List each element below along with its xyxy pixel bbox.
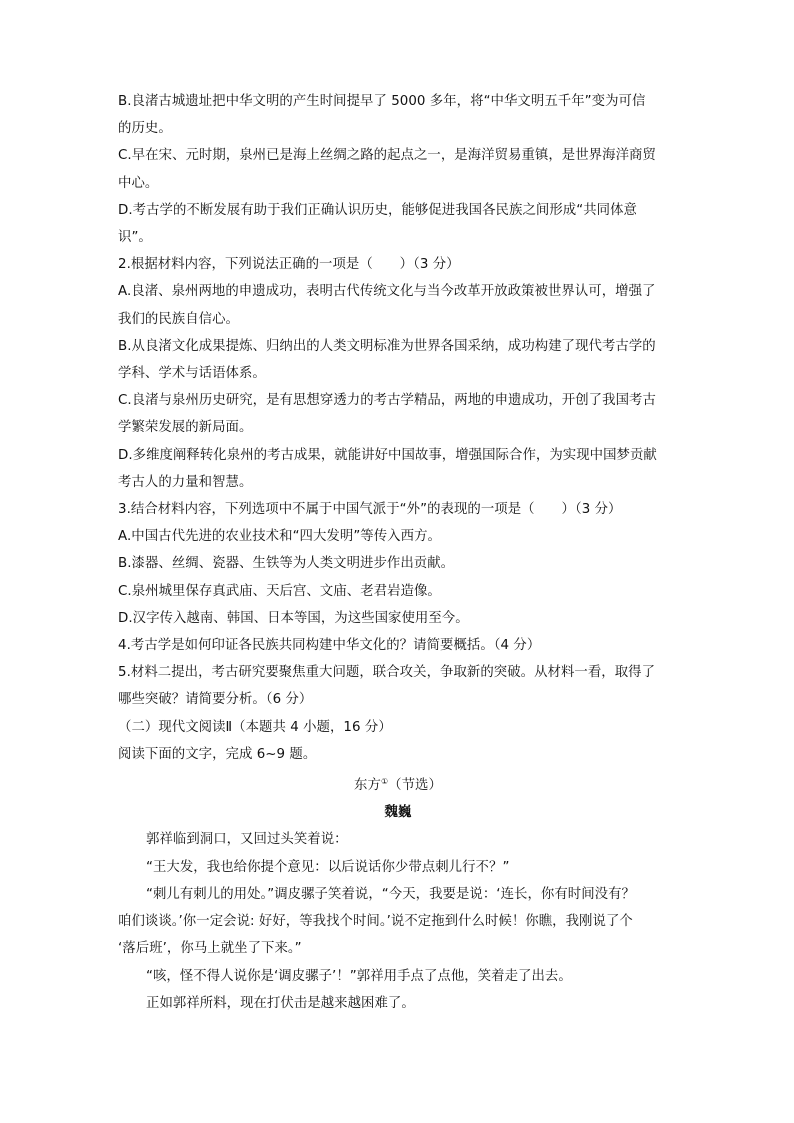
q1-option-line: 的历史。 xyxy=(118,121,172,137)
q1-option-line: 中心。 xyxy=(118,175,159,191)
article-title-main: 东方 xyxy=(354,778,381,794)
section-heading: （二）现代文阅读Ⅱ（本题共 4 小题，16 分） xyxy=(118,719,392,735)
q1-option-line: 识”。 xyxy=(118,230,152,246)
article-paragraph: “王大发，我也给你提个意见：以后说话你少带点刺儿行不？” xyxy=(146,859,510,875)
q2-option-line: C.良渚与泉州历史研究，是有思想穿透力的考古学精品，两地的申遗成功，开创了我国考古 xyxy=(118,393,656,409)
q1-option-line: C.早在宋、元时期，泉州已是海上丝绸之路的起点之一，是海洋贸易重镇，是世界海洋商贸 xyxy=(118,148,656,164)
q2-option-line: D.多维度阐释转化泉州的考古成果，就能讲好中国故事，增强国际合作，为实现中国梦贡献 xyxy=(118,447,657,463)
article-paragraph: 郭祥临到洞口，又回过头笑着说： xyxy=(146,832,348,848)
q2-option-line: B.从良渚文化成果提炼、归纳出的人类文明标准为世界各国采纳，成功构建了现代考古学的 xyxy=(118,338,656,354)
q2-option-line: 考古人的力量和智慧。 xyxy=(118,474,253,490)
article-paragraph-continued: ‘落后班’，你马上就坐了下来。” xyxy=(118,941,302,957)
q3-option-line: B.漆器、丝绸、瓷器、生铁等为人类文明进步作出贡献。 xyxy=(118,556,455,572)
footnote-mark: ① xyxy=(380,777,389,787)
article-title-suffix: （节选） xyxy=(388,778,442,794)
article-paragraph: “咳，怪不得人说你是‘调皮骡子’！”郭祥用手点了点他，笑着走了出去。 xyxy=(146,968,572,984)
question-4: 4.考古学是如何印证各民族共同构建中华文化的？请简要概括。（4 分） xyxy=(118,638,541,654)
q3-option-line: A.中国古代先进的农业技术和“四大发明”等传入西方。 xyxy=(118,529,441,545)
q3-option-line: C.泉州城里保存真武庙、天后宫、文庙、老君岩造像。 xyxy=(118,583,441,599)
article-title xyxy=(118,768,678,799)
section-instruction: 阅读下面的文字，完成 6~9 题。 xyxy=(118,746,317,762)
article-paragraph-continued: 咱们谈谈。’你一定会说: 好好，等我找个时间。’说不定拖到什么时候！你瞧，我刚说了个 xyxy=(118,914,633,930)
q2-option-line: 学科、学术与话语体系。 xyxy=(118,366,266,382)
question-5-line: 哪些突破？请简要分析。（6 分） xyxy=(118,692,313,708)
article-paragraph: “刺儿有刺儿的用处。”调皮骡子笑着说，“今天，我要是说：‘连长，你有时间没有？ xyxy=(146,886,635,902)
q1-option-line: D.考古学的不断发展有助于我们正确认识历史，能够促进我国各民族之间形成“共同体意 xyxy=(118,202,637,218)
document-page xyxy=(118,88,678,1017)
q1-option-line: B.良渚古城遗址把中华文明的产生时间提早了 5000 多年，将“中华文明五千年”变为可信 xyxy=(118,94,646,109)
q2-option-line: 我们的民族自信心。 xyxy=(118,311,239,327)
question-2-stem: 2.根据材料内容，下列说法正确的一项是（ ）（3 分） xyxy=(118,257,460,273)
q3-option-line: D.汉字传入越南、韩国、日本等国，为这些国家使用至今。 xyxy=(118,610,469,626)
question-5-line: 5.材料二提出，考古研究要聚焦重大问题，联合攻关，争取新的突破。从材料一看，取得了 xyxy=(118,665,656,681)
question-3-stem: 3.结合材料内容，下列选项中不属于中国气派于“外”的表现的一项是（ ）（3 分） xyxy=(118,502,622,518)
article-author: 魏巍 xyxy=(384,805,412,821)
q2-option-line: A.良渚、泉州两地的申遗成功，表明古代传统文化与当今改革开放政策被世界认可，增强了 xyxy=(118,284,656,300)
article-paragraph: 正如郭祥所料，现在打伏击是越来越困难了。 xyxy=(146,995,415,1011)
q2-option-line: 学繁荣发展的新局面。 xyxy=(118,420,253,436)
